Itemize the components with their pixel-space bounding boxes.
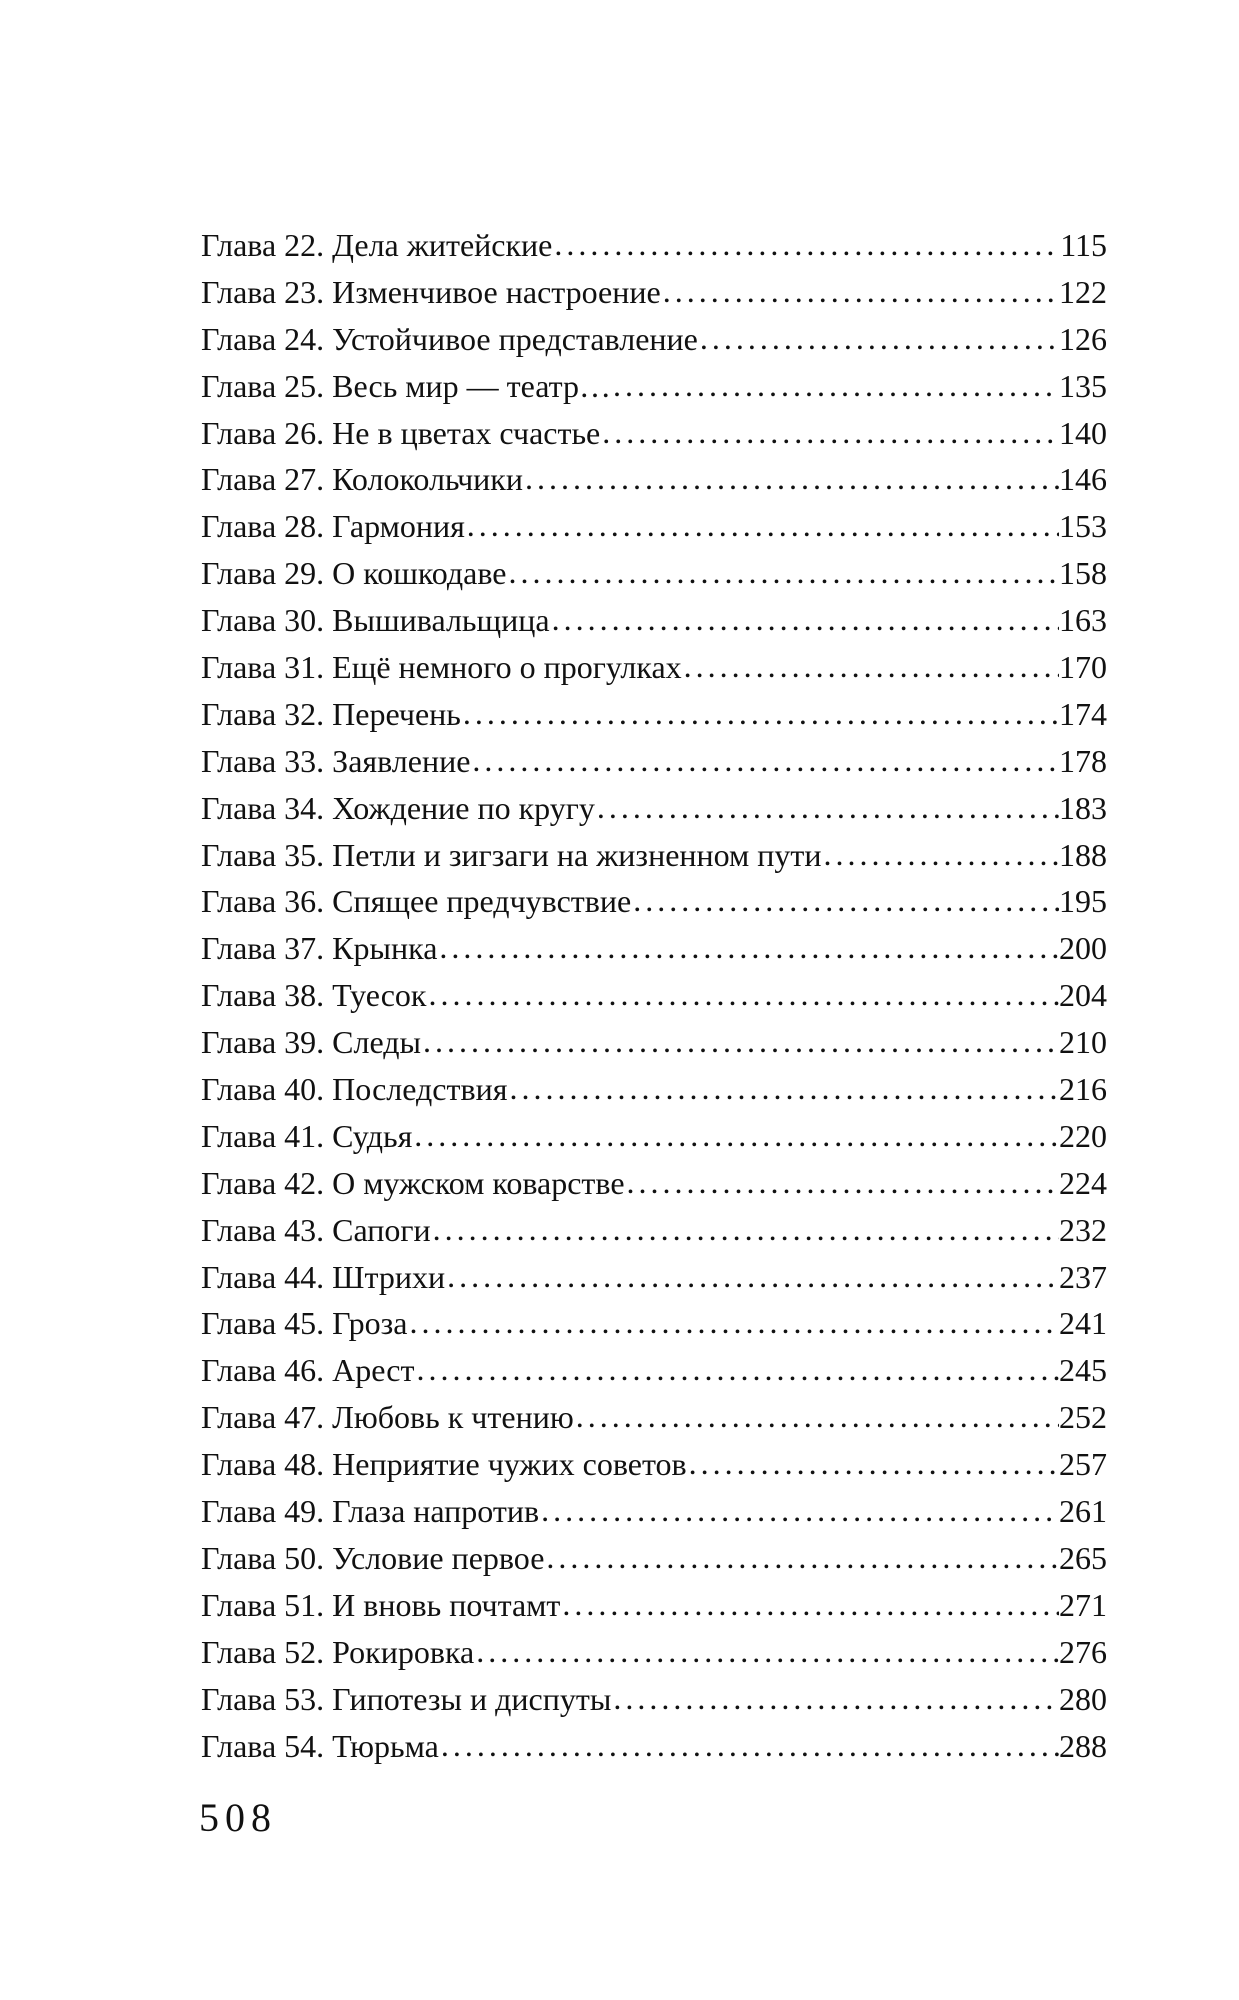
dot-leader xyxy=(544,1534,1059,1581)
toc-entry xyxy=(201,1019,1107,1066)
chapter-page-number: 265 xyxy=(1059,1539,1107,1576)
chapter-page-number: 261 xyxy=(1059,1493,1107,1530)
chapter-title: Глава 50. Условие первое xyxy=(201,1539,545,1576)
dot-leader xyxy=(474,1628,1059,1675)
chapter-page-number: 178 xyxy=(1059,742,1107,779)
chapter-page-number: 271 xyxy=(1059,1586,1107,1623)
chapter-page-number: 257 xyxy=(1059,1446,1107,1483)
chapter-title: Глава 23. Изменчивое настроение xyxy=(201,273,661,310)
toc-entry xyxy=(201,316,1107,363)
page-number: 508 xyxy=(199,1795,277,1840)
chapter-page-number: 280 xyxy=(1059,1680,1107,1717)
chapter-title: Глава 41. Судья xyxy=(201,1117,413,1154)
chapter-page-number: 153 xyxy=(1059,508,1107,545)
chapter-title: Глава 49. Глаза напротив xyxy=(201,1493,540,1530)
chapter-page-number: 170 xyxy=(1059,649,1107,686)
toc-entry xyxy=(201,644,1107,691)
chapter-title: Глава 37. Крынка xyxy=(201,930,438,967)
dot-leader xyxy=(595,784,1059,831)
dot-leader xyxy=(412,1112,1059,1159)
chapter-title: Глава 46. Арест xyxy=(201,1352,415,1389)
chapter-page-number: 288 xyxy=(1059,1727,1107,1764)
chapter-title: Глава 36. Спящее предчувствие xyxy=(201,883,632,920)
toc-entry xyxy=(201,222,1107,269)
toc-entry xyxy=(201,972,1107,1019)
chapter-page-number: 122 xyxy=(1059,273,1107,310)
chapter-page-number: 135 xyxy=(1059,367,1107,404)
toc-entry xyxy=(201,597,1107,644)
dot-leader xyxy=(560,1581,1059,1628)
chapter-page-number: 220 xyxy=(1059,1117,1107,1154)
dot-leader xyxy=(523,455,1059,502)
chapter-title: Глава 42. О мужском коварстве xyxy=(201,1164,625,1201)
chapter-page-number: 204 xyxy=(1059,977,1107,1014)
chapter-page-number: 200 xyxy=(1059,930,1107,967)
chapter-title: Глава 28. Гармония xyxy=(201,508,465,545)
toc-entry xyxy=(201,925,1107,972)
chapter-title: Глава 51. И вновь почтамт xyxy=(201,1586,561,1623)
toc-entry xyxy=(201,363,1107,410)
chapter-page-number: 232 xyxy=(1059,1211,1107,1248)
dot-leader xyxy=(431,1206,1059,1253)
dot-leader xyxy=(414,1346,1059,1393)
dot-leader xyxy=(550,596,1059,643)
chapter-title: Глава 31. Ещё немного о прогулках xyxy=(201,649,682,686)
chapter-title: Глава 45. Гроза xyxy=(201,1305,408,1342)
chapter-page-number: 237 xyxy=(1059,1258,1107,1295)
chapter-page-number: 252 xyxy=(1059,1399,1107,1436)
dot-leader xyxy=(611,1675,1059,1722)
toc-entry xyxy=(201,832,1107,879)
toc-entry xyxy=(201,269,1107,316)
chapter-title: Глава 54. Тюрьма xyxy=(201,1727,439,1764)
toc-entry xyxy=(201,1394,1107,1441)
dot-leader xyxy=(698,315,1059,362)
chapter-title: Глава 47. Любовь к чтению xyxy=(201,1399,574,1436)
toc-entry xyxy=(201,878,1107,925)
chapter-title: Глава 25. Весь мир — театр… xyxy=(201,367,611,404)
toc-entry xyxy=(201,1488,1107,1535)
chapter-title: Глава 29. О кошкодаве xyxy=(201,555,507,592)
toc-entry xyxy=(201,1207,1107,1254)
chapter-page-number: 126 xyxy=(1059,320,1107,357)
toc-entry xyxy=(201,1535,1107,1582)
dot-leader xyxy=(426,971,1059,1018)
chapter-title: Глава 32. Перечень xyxy=(201,695,461,732)
toc-entry xyxy=(201,1066,1107,1113)
dot-leader xyxy=(600,409,1059,456)
toc-entry xyxy=(201,1441,1107,1488)
chapter-page-number: 245 xyxy=(1059,1352,1107,1389)
toc-entry xyxy=(201,738,1107,785)
toc-entry xyxy=(201,1300,1107,1347)
chapter-title: Глава 40. Последствия xyxy=(201,1071,508,1108)
chapter-title: Глава 24. Устойчивое представление xyxy=(201,320,698,357)
dot-leader xyxy=(661,268,1059,315)
toc-entry xyxy=(201,1629,1107,1676)
dot-leader xyxy=(687,1440,1059,1487)
chapter-page-number: 183 xyxy=(1059,789,1107,826)
chapter-page-number: 140 xyxy=(1059,414,1107,451)
chapter-page-number: 276 xyxy=(1059,1633,1107,1670)
chapter-title: Глава 38. Туесок xyxy=(201,977,427,1014)
chapter-title: Глава 34. Хождение по кругу xyxy=(201,789,595,826)
dot-leader xyxy=(682,643,1059,690)
dot-leader xyxy=(507,1065,1059,1112)
chapter-page-number: 115 xyxy=(1060,227,1107,263)
toc-entry xyxy=(201,550,1107,597)
dot-leader xyxy=(407,1299,1059,1346)
chapter-page-number: 146 xyxy=(1059,461,1107,498)
dot-leader xyxy=(822,831,1059,878)
toc-entry xyxy=(201,1113,1107,1160)
chapter-page-number: 195 xyxy=(1059,883,1107,920)
chapter-page-number: 224 xyxy=(1059,1164,1107,1201)
chapter-title: Глава 52. Рокировка xyxy=(201,1633,475,1670)
dot-leader xyxy=(539,1487,1059,1534)
dot-leader xyxy=(421,1018,1059,1065)
chapter-title: Глава 48. Неприятие чужих советов xyxy=(201,1446,687,1483)
dot-leader xyxy=(611,362,1059,409)
chapter-page-number: 163 xyxy=(1059,602,1107,639)
dot-leader xyxy=(470,737,1059,784)
toc-entry xyxy=(201,1254,1107,1301)
chapter-title: Глава 27. Колокольчики xyxy=(201,461,523,498)
chapter-page-number: 174 xyxy=(1059,695,1107,732)
chapter-page-number: 158 xyxy=(1059,555,1107,592)
toc-entry xyxy=(201,1676,1107,1723)
dot-leader xyxy=(439,1722,1059,1769)
toc-entry xyxy=(201,503,1107,550)
chapter-title: Глава 53. Гипотезы и диспуты xyxy=(201,1680,612,1717)
dot-leader xyxy=(437,924,1059,971)
dot-leader xyxy=(465,502,1059,549)
chapter-page-number: 210 xyxy=(1059,1024,1107,1061)
chapter-title: Глава 39. Следы xyxy=(201,1024,422,1061)
toc-entry xyxy=(201,1582,1107,1629)
toc-entry xyxy=(201,1347,1107,1394)
chapter-title: Глава 44. Штрихи xyxy=(201,1258,446,1295)
chapter-title: Глава 26. Не в цветах счастье xyxy=(201,414,601,451)
toc-entry xyxy=(201,1160,1107,1207)
dot-leader xyxy=(574,1393,1059,1440)
chapter-page-number: 216 xyxy=(1059,1071,1107,1108)
chapter-title: Глава 30. Вышивальщица xyxy=(201,602,550,639)
chapter-title: Глава 43. Сапоги xyxy=(201,1211,431,1248)
table-of-contents xyxy=(201,222,1107,1769)
dot-leader xyxy=(506,549,1059,596)
dot-leader xyxy=(631,877,1059,924)
toc-entry xyxy=(201,456,1107,503)
toc-entry xyxy=(201,785,1107,832)
toc-entry xyxy=(201,691,1107,738)
chapter-page-number: 241 xyxy=(1059,1305,1107,1342)
chapter-title: Глава 35. Петли и зигзаги на жизненном пути xyxy=(201,836,822,873)
dot-leader xyxy=(552,221,1060,268)
chapter-title: Глава 33. Заявление xyxy=(201,742,471,779)
toc-entry xyxy=(201,410,1107,457)
chapter-title: Глава 22. Дела житейские xyxy=(201,227,553,263)
toc-entry xyxy=(201,1723,1107,1770)
dot-leader xyxy=(461,690,1059,737)
dot-leader xyxy=(625,1159,1059,1206)
chapter-page-number: 188 xyxy=(1059,836,1107,873)
dot-leader xyxy=(445,1253,1059,1300)
